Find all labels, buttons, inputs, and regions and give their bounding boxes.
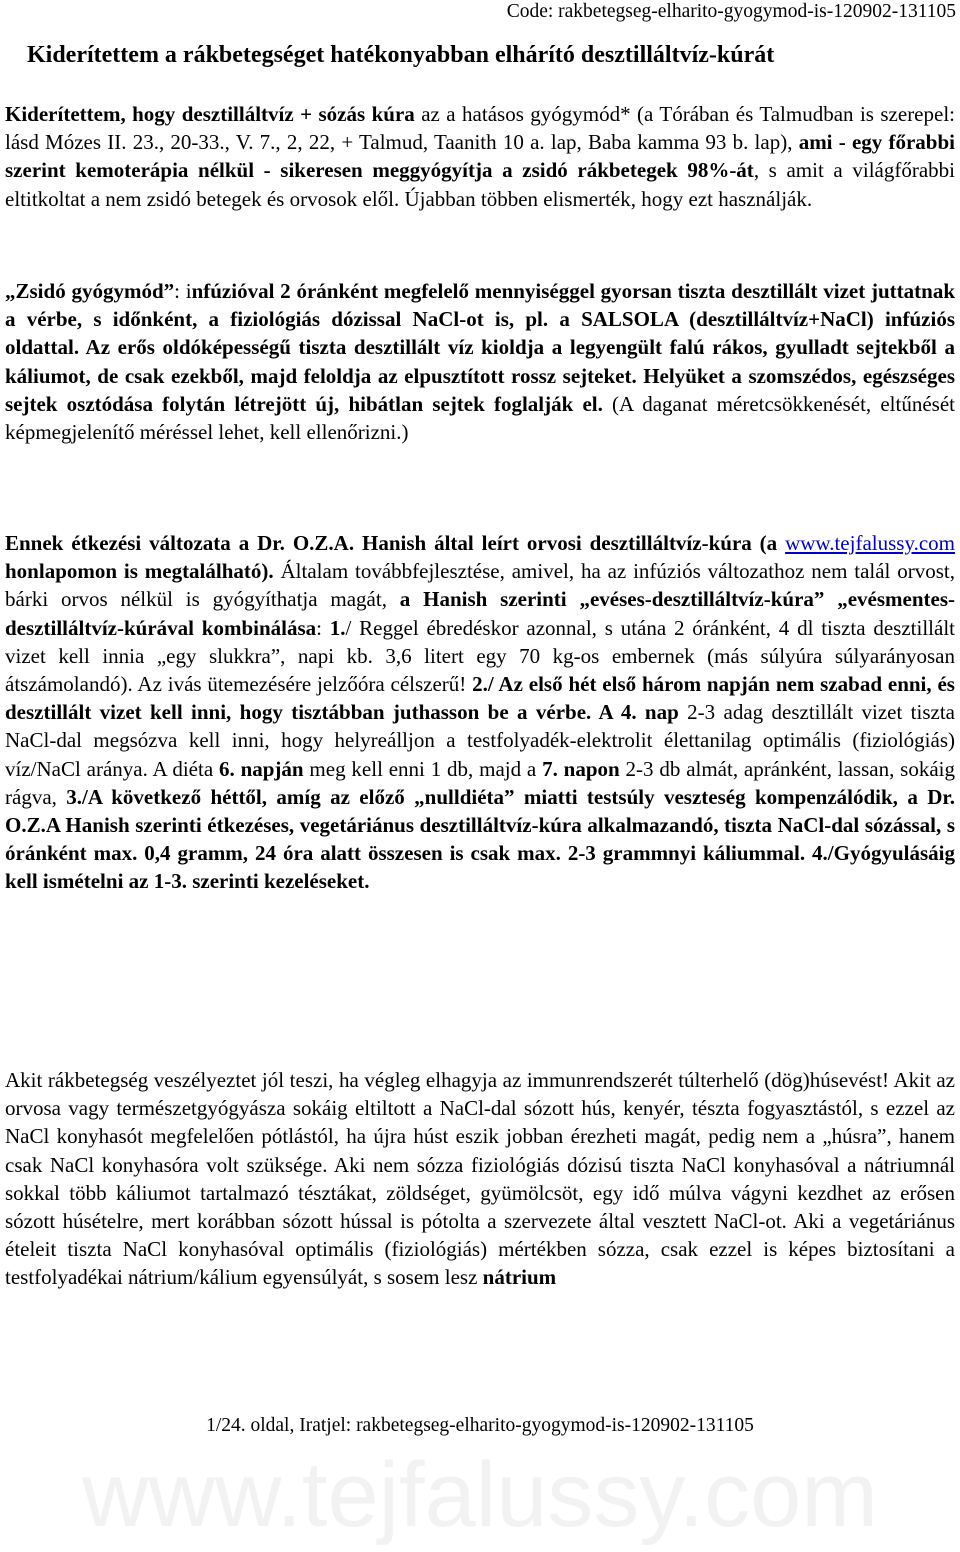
intro-paragraph (5, 100, 955, 214)
remedy-note: (A daganat méretcsökkenését, eltűnését képmegjelenítő méréssel lehet, kell ellenőrizni.) (5, 391, 955, 445)
page-footer: 1/24. oldal, Iratjel: rakbetegseg-elharito-gyogymod-is-120902-131105 (206, 1415, 754, 1436)
remedy-colon: : i (174, 279, 192, 303)
remedy-bold-text: nfúzióval 2 óránként megfelelő mennyiséggel gyorsan tiszta desztillált vizet juttatnak a vérbe, s időnként, a fiziológiás dózissal NaCl-ot is, pl. a SALSOLA (desztilláltvíz+NaCl) infúziós oldattal. Az erős oldóképességű tiszta desztillált víz kioldja a legyengült falú rákos, gyulladt sejtekből a káliumot, de csak ezekből, majd feloldja az elpusztított rossz sejteket. Helyüket a szomszédos, egészséges sejtek osztódása folytán létrejött új, hibátlan sejtek foglalják el. (5, 279, 956, 416)
jewish-remedy-paragraph (5, 277, 955, 446)
diet-paragraph (5, 529, 955, 896)
step-1-text: / Reggel ébredéskor azonnal, s utána 2 óránként, 4 dl tiszta desztillált vizet kell innia „egy slukkra”, napi kb. 3,6 litert egy 70 kg-os embernek (más súlyúra súlyarányosan átszámolandó). Az ivás ütemezésére jelzőóra célszerű! (5, 615, 955, 697)
document-title: Kiderítettem a rákbetegséget hatékonyabban elhárító desztilláltvíz-kúrát (27, 42, 775, 68)
diet-bold-combination: a Hanish szerinti „evéses-desztilláltvíz-kúra” „evésmentes-desztilláltvíz-kúrával kombinálása (5, 587, 955, 640)
meat-text: Akit rákbetegség veszélyeztet jól teszi, ha végleg elhagyja az immunrendszerét túlterhelő (dög)húsevést! Akit az orvosa vagy természetgyógyásza sokáig eltiltott a NaCl-dal sózott hús, kenyér, tészta fogyasztástól, s ezzel az NaCl konyhasót megfelelően pótlástól, ha újra húst eszik jobban érezheti magát, pedig nem a „húsra”, hanem csak NaCl konyhasóra volt szüksége. Aki nem sózza fiziológiás dózisú tiszta NaCl konyhasóval a nátriumnál sokkal több káliumot tartalmazó tésztákat, zöldséget, gyümölcsöt, egy idő múlva vágyni kezdhet az erősen sózott húsételre, mert korábban sózott hússal is pótolta a szervezete által vesztett NaCl-ot. Aki a vegetáriánus ételeit tiszta NaCl konyhasóval optimális (fiziológiás) mértékben sózza, csak ezzel is képes biztosítani a testfolyadékai nátrium/kálium egyensúlyát, s sosem lesz (5, 1068, 955, 1290)
meat-bold-end: nátrium (482, 1265, 557, 1290)
watermark: www.tejfalussy.com (82, 1444, 878, 1546)
day-6-bold: 6. napján (219, 756, 304, 781)
step-2-text: 2-3 adag desztillált vizet tiszta NaCl-dal megsózva kell inni, hogy helyreálljon a testfolyadék-elektrolit élettanilag optimális (fiziológiás) víz/NaCl aránya. A diéta (5, 700, 955, 781)
intro-bold-claim: ami - egy főrabbi szerint kemoterápia nélkül - sikeresen meggyógyítja a zsidó rákbetegek 98%-át (5, 130, 955, 183)
remedy-heading: „Zsidó gyógymód” (5, 279, 175, 303)
diet-bold-intro: Ennek étkezési változata a Dr. O.Z.A. Hanish által leírt orvosi desztilláltvíz-kúra (a (5, 531, 786, 555)
step-1-number: 1. (329, 615, 346, 640)
diet-text-1: Általam továbbfejlesztése, amivel, ha az infúziós változathoz nem talál orvost, bárki orvos nélkül is gyógyíthatja magát, (5, 559, 955, 612)
intro-text-end: , s amit a világfőrabbi eltitkoltat a nem zsidó betegek és orvosok elől. Újabban többen elismerték, hogy ezt használják. (5, 158, 956, 211)
document-code: Code: rakbetegseg-elharito-gyogymod-is-120902-131105 (506, 1, 956, 22)
intro-text: az a hatásos gyógymód* (a Tórában és Talmudban is szerepel: lásd Mózes II. 23., 20-33., V. 7., 2, 22, + Talmud, Taanith 10 a. lap, Baba kamma 93 b. lap), (5, 102, 955, 155)
step-3-4-bold: 3./A következő héttől, amíg az előző „nulldiéta” miatti testsúly veszteség kompenzálódik, a Dr. O.Z.A Hanish szerinti étkezéses, vegetáriánus desztilláltvíz-kúra alkalmazandó, tiszta NaCl-dal sózással, s óránként max. 0,4 gramm, 24 óra alatt összesen is csak max. 2-3 grammnyi káliummal. 4./Gyógyulásáig kell ismételni az 1-3. szerinti kezeléseket. (5, 784, 956, 894)
day-7-bold: 7. napon (542, 756, 620, 781)
intro-bold-lead: Kiderítettem, hogy desztilláltvíz + sózás kúra (5, 102, 415, 126)
diet-colon: : (316, 615, 330, 640)
website-link[interactable]: www.tejfalussy.com (785, 531, 955, 555)
step-2-bold: 2./ Az első hét első három napján nem szabad enni, és desztillált vizet kell inni, hogy tisztábban juthasson be a vérbe. A 4. nap (5, 672, 955, 725)
diet-bold-after-link: honlapomon is megtalálható). (5, 559, 274, 584)
day-7-text: 2-3 db almát, apránként, lassan, sokáig rágva, (5, 756, 956, 809)
day-6-text: meg kell enni 1 db, majd a (303, 756, 543, 781)
meat-paragraph (5, 1066, 955, 1292)
